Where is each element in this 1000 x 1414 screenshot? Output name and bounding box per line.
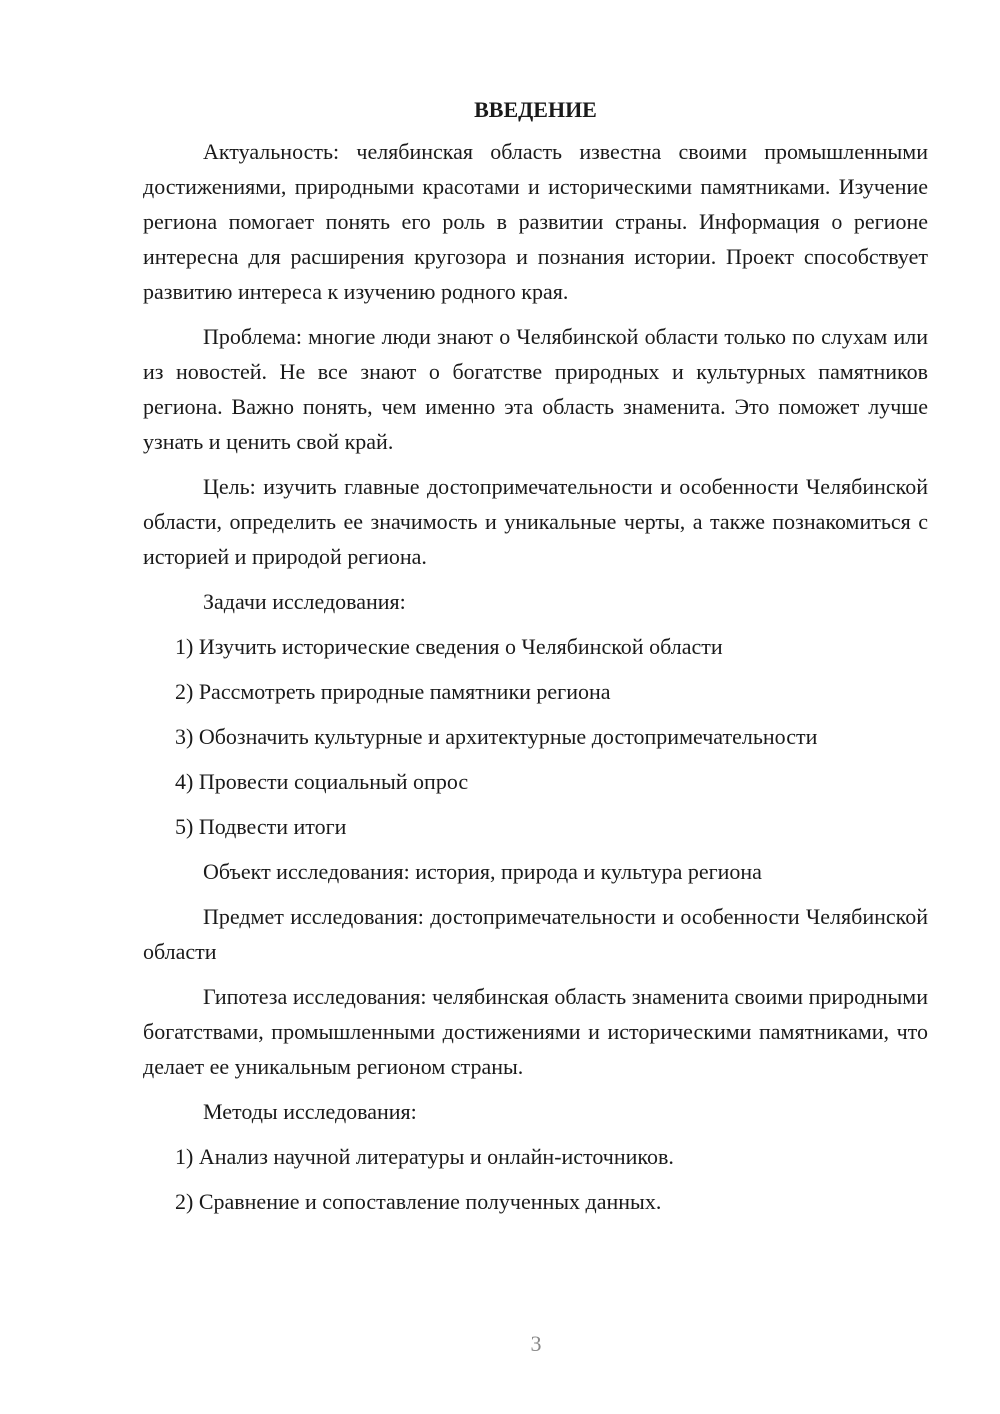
page-number: 3 (530, 1331, 542, 1356)
list-item: 1) Изучить исторические сведения о Челябинской области (175, 634, 723, 659)
subject-paragraph: Предмет исследования: достопримечательности и особенности Челябинской области (143, 904, 928, 964)
list-item: 4) Провести социальный опрос (175, 769, 469, 794)
goal-paragraph: Цель: изучить главные достопримечательности и особенности Челябинской области, определить ее значимость и уникальные черты, а также познакомиться с историей и природой региона. (143, 474, 928, 569)
list-item: 1) Анализ научной литературы и онлайн-источников. (175, 1144, 674, 1169)
list-item: 5) Подвести итоги (175, 814, 347, 839)
problem-paragraph: Проблема: многие люди знают о Челябинской области только по слухам или из новостей. Не все знают о богатстве природных и культурных памятников региона. Важно понять, чем именно эта область знаменита. Это поможет лучше узнать и ценить свой край. (143, 324, 928, 454)
list-item: 3) Обозначить культурные и архитектурные достопримечательности (175, 724, 818, 749)
document-page (143, 92, 928, 1229)
tasks-list (143, 629, 928, 844)
hypothesis-paragraph: Гипотеза исследования: челябинская область знаменита своими природными богатствами, промышленными достижениями и историческими памятниками, что делает ее уникальным регионом страны. (143, 984, 928, 1079)
list-item: 2) Рассмотреть природные памятники региона (175, 679, 611, 704)
page-title: ВВЕДЕНИЕ (474, 97, 597, 122)
tasks-title: Задачи исследования: (203, 589, 406, 614)
relevance-paragraph: Актуальность: челябинская область известна своими промышленными достижениями, природными красотами и историческими памятниками. Изучение региона помогает понять его роль в развитии страны. Информация о регионе интересна для расширения кругозора и познания истории. Проект способствует развитию интереса к изучению родного края. (143, 139, 928, 304)
methods-list (143, 1139, 928, 1219)
list-item: 2) Сравнение и сопоставление полученных данных. (175, 1189, 662, 1214)
methods-title: Методы исследования: (203, 1099, 417, 1124)
object-paragraph: Объект исследования: история, природа и культура региона (203, 859, 762, 884)
